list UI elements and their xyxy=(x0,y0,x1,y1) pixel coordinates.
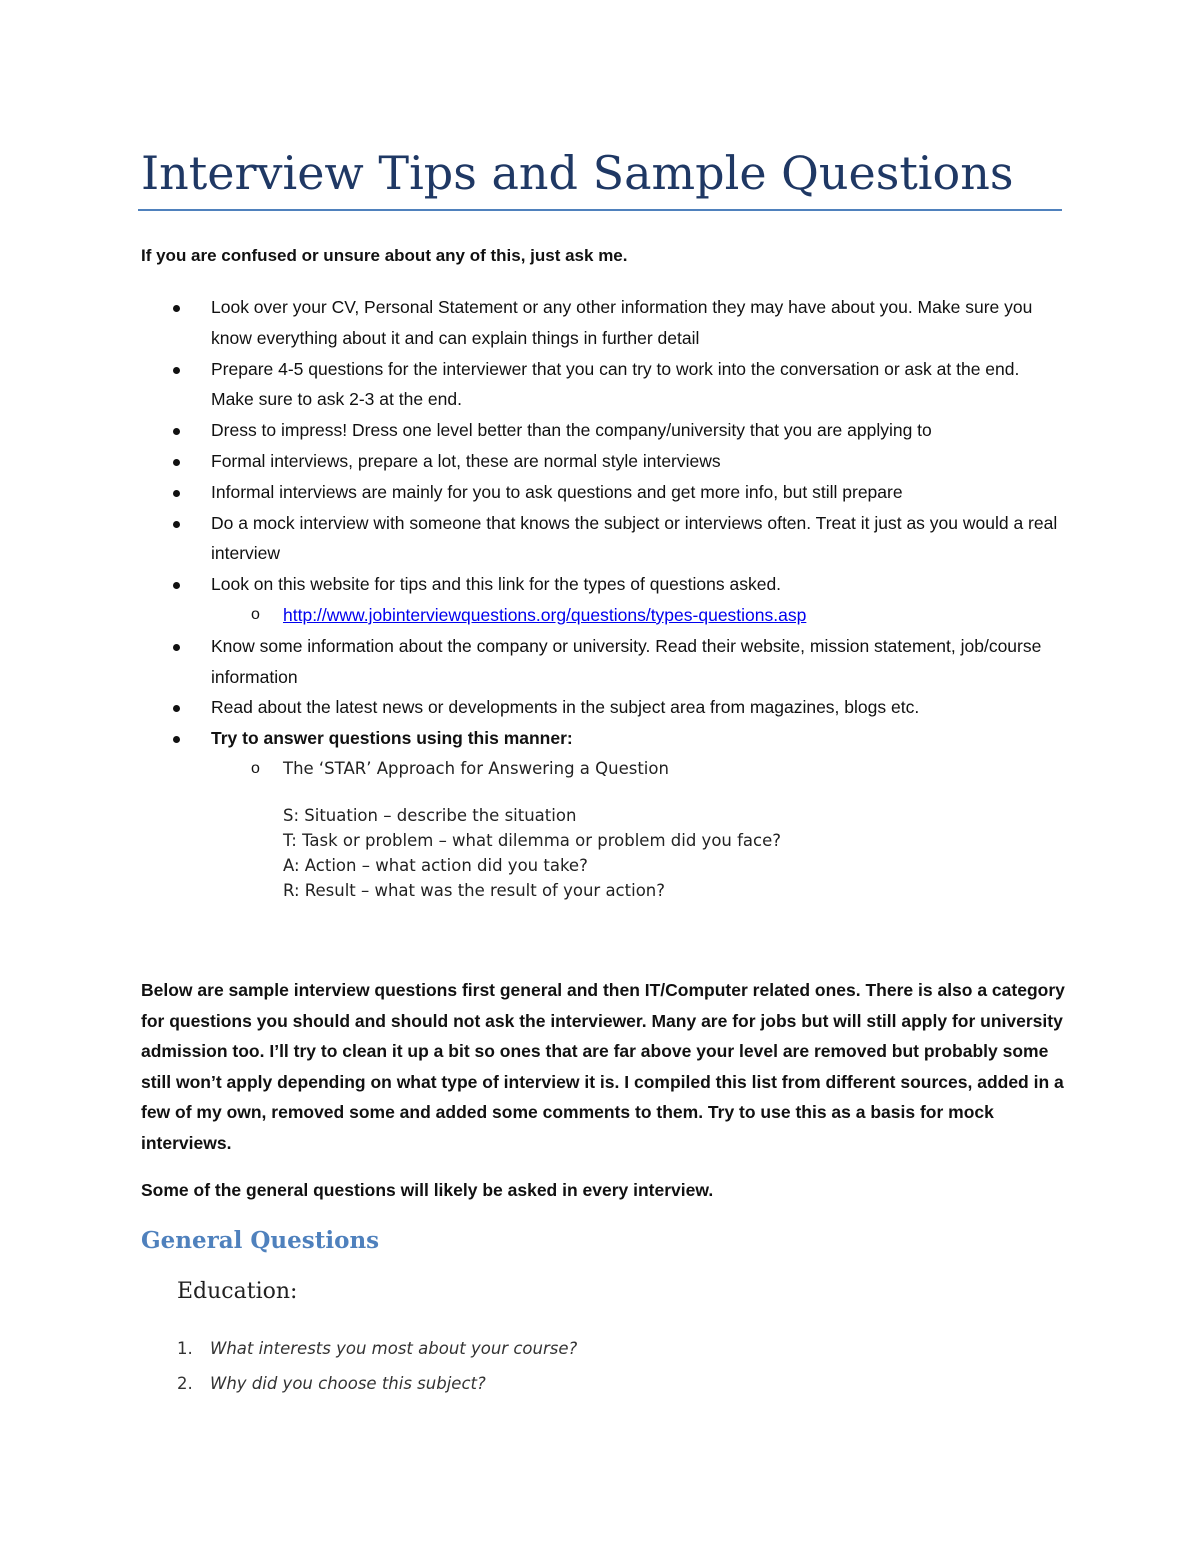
tip-item xyxy=(141,692,1061,723)
tip-text: Informal interviews are mainly for you to ask questions and get more info, but still prepare xyxy=(211,481,903,502)
bullet-icon xyxy=(173,582,180,589)
general-note: Some of the general questions will likely be asked in every interview. xyxy=(141,1180,714,1200)
bullet-icon xyxy=(173,736,180,743)
tips-list xyxy=(141,292,1061,903)
star-lines xyxy=(283,803,1061,903)
star-line-action: A: Action – what action did you take? xyxy=(283,855,588,875)
bullet-icon xyxy=(173,459,180,466)
question-item xyxy=(141,1366,941,1401)
question-number: 2. xyxy=(177,1374,193,1393)
question-text: Why did you choose this subject? xyxy=(210,1374,486,1393)
tip-text: Try to answer questions using this manner: xyxy=(211,728,573,749)
tip-item xyxy=(141,446,1061,477)
bullet-icon xyxy=(173,521,180,528)
general-questions-heading: General Questions xyxy=(141,1227,380,1254)
question-number: 1. xyxy=(177,1339,193,1358)
page-title: Interview Tips and Sample Questions xyxy=(141,146,1014,200)
question-text: What interests you most about your course? xyxy=(210,1339,578,1358)
title-underline xyxy=(138,209,1062,211)
tip-item xyxy=(141,631,1061,693)
star-line-situation: S: Situation – describe the situation xyxy=(283,805,577,825)
tip-sublist xyxy=(211,600,1061,631)
circle-bullet-icon: o xyxy=(251,759,260,777)
questions-types-link[interactable]: http://www.jobinterviewquestions.org/questions/types-questions.asp xyxy=(283,604,807,625)
tip-text: Dress to impress! Dress one level better than the company/university that you are applying to xyxy=(211,420,932,441)
intro-text: If you are confused or unsure about any of this, just ask me. xyxy=(141,246,628,265)
tip-item xyxy=(141,723,1061,903)
bullet-icon xyxy=(173,705,180,712)
tip-item xyxy=(141,569,1061,631)
bullet-icon xyxy=(173,428,180,435)
star-heading: The ‘STAR’ Approach for Answering a Question xyxy=(283,758,669,778)
star-line-task: T: Task or problem – what dilemma or problem did you face? xyxy=(283,830,782,850)
tip-item xyxy=(141,292,1061,354)
bullet-icon xyxy=(173,367,180,374)
tip-text: Read about the latest news or developments in the subject area from magazines, blogs etc. xyxy=(211,697,920,718)
tip-text: Prepare 4-5 questions for the interviewer that you can try to work into the conversation or ask at the end. Make sure to ask 2-3 at the end. xyxy=(211,358,1020,410)
bullet-icon xyxy=(173,644,180,651)
sub-item xyxy=(211,600,1061,631)
bullet-icon xyxy=(173,490,180,497)
tip-item xyxy=(141,415,1061,446)
sample-questions-paragraph: Below are sample interview questions first general and then IT/Computer related ones. There is also a category for questions you should and should not ask the interviewer. Many are for jobs but will still apply for university admission too. I’ll try to clean it up a bit so ones that are far above your level are removed but probably some still won’t apply depending on what type of interview it is. I compiled this list from different sources, added in a few of my own, removed some and added some comments to them. Try to use this as a basis for mock interviews. xyxy=(141,980,1065,1153)
star-line-result: R: Result – what was the result of your action? xyxy=(283,880,665,900)
tip-text: Formal interviews, prepare a lot, these are normal style interviews xyxy=(211,450,721,471)
tip-text: Know some information about the company or university. Read their website, mission statement, job/course information xyxy=(211,635,1042,687)
tip-text: Look over your CV, Personal Statement or any other information they may have about you. Make sure you know everything about it and can explain things in further detail xyxy=(211,297,1033,348)
education-heading: Education: xyxy=(177,1279,298,1304)
tip-item xyxy=(141,354,1061,416)
circle-bullet-icon: o xyxy=(251,605,260,623)
question-item xyxy=(141,1331,941,1366)
sub-item xyxy=(211,754,1061,903)
tip-item xyxy=(141,477,1061,508)
tip-item xyxy=(141,508,1061,570)
star-sublist xyxy=(211,754,1061,903)
bullet-icon xyxy=(173,305,180,312)
education-questions-list xyxy=(141,1331,941,1401)
tip-text: Do a mock interview with someone that knows the subject or interviews often. Treat it just as you would a real interview xyxy=(211,512,1058,564)
tip-text: Look on this website for tips and this link for the types of questions asked. xyxy=(211,574,782,595)
